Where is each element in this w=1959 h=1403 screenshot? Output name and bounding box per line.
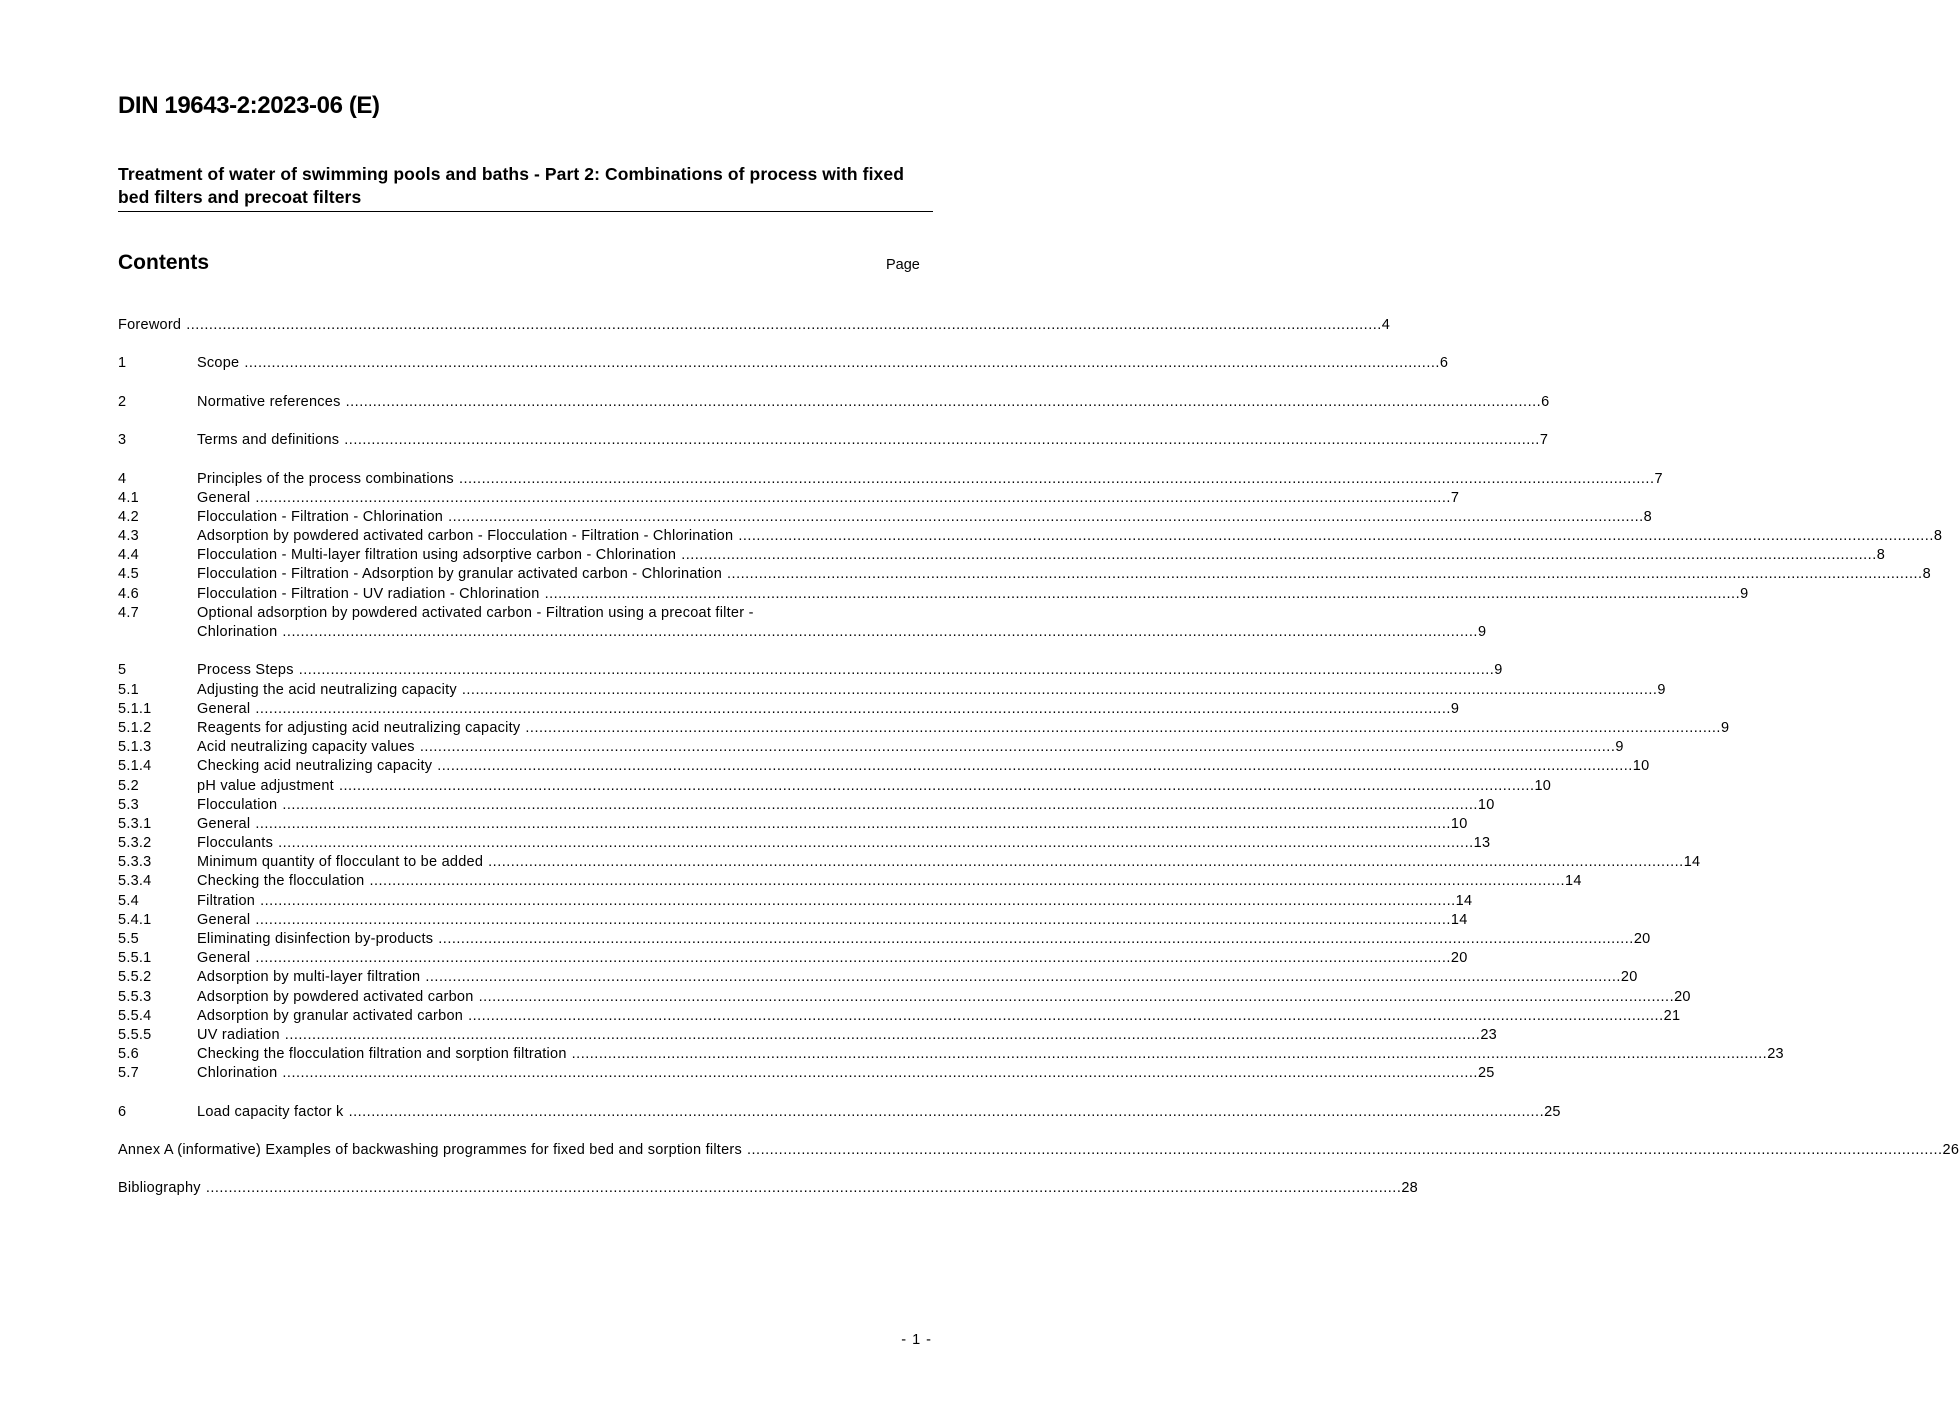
toc-entry-number: 4.5 (118, 566, 139, 583)
toc-entry-annex-a[interactable] (118, 1141, 1959, 1160)
toc-entry-4-5[interactable] (118, 565, 1931, 584)
toc-entry-5-5-5[interactable] (118, 1026, 1497, 1045)
toc-entry-page: 14 (1565, 873, 1582, 890)
toc-leader-dots (420, 738, 1616, 757)
toc-entry-number: 4.1 (118, 489, 139, 506)
toc-entry-page: 10 (1534, 777, 1552, 794)
toc-entry-title: Adjusting the acid neutralizing capacity (197, 681, 457, 698)
toc-entry-number: 5.4.1 (118, 911, 152, 928)
toc-leader-dots (282, 1064, 1478, 1083)
toc-entry-title: Adsorption by multi-layer filtration (197, 969, 421, 986)
toc-entry-number: 5.5.1 (118, 950, 152, 967)
toc-entry-page: 25 (1477, 1065, 1495, 1082)
toc-entry-number: 1 (118, 355, 127, 372)
toc-entry-page: 9 (1477, 624, 1487, 640)
toc-entry-number: 5.3.3 (118, 854, 152, 871)
toc-entry-page: 20 (1674, 988, 1691, 1005)
toc-leader-dots (437, 757, 1633, 776)
toc-leader-dots (278, 834, 1474, 853)
page-column-label: Page (886, 257, 920, 273)
toc-entry-5-1-4[interactable] (118, 757, 1650, 776)
toc-entry-title: Checking acid neutralizing capacity (197, 758, 433, 775)
toc-entry-title: Foreword (118, 317, 182, 333)
toc-leader-dots (479, 988, 1675, 1007)
toc-entry-page: 10 (1632, 758, 1650, 775)
toc-entry-number: 5.7 (118, 1065, 139, 1082)
toc-entry-title: Reagents for adjusting acid neutralizing capacity (197, 719, 521, 736)
toc-leader-dots (260, 892, 1456, 911)
toc-leader-dots (206, 1179, 1402, 1198)
toc-entry-number: 4.3 (118, 528, 139, 545)
toc-entry-number: 5 (118, 662, 127, 679)
toc-leader-dots (255, 911, 1451, 930)
toc-entry-page: 10 (1450, 815, 1468, 832)
toc-entry-5[interactable] (118, 661, 1503, 680)
toc-entry-page: 14 (1683, 854, 1701, 871)
toc-entry-title: Acid neutralizing capacity values (197, 739, 415, 756)
toc-entry-5-5-3[interactable] (118, 988, 1691, 1007)
toc-leader-dots (299, 661, 1495, 680)
toc-leader-dots (459, 470, 1655, 489)
toc-entry-title: Annex A (informative) Examples of backwashing programmes for fixed bed and sorption filters (118, 1142, 742, 1159)
toc-entry-page: 8 (1933, 528, 1943, 545)
toc-entry-title: Checking the flocculation (197, 873, 365, 890)
toc-entry-number: 5.1.1 (118, 700, 152, 717)
toc-entry-number: 5.4 (118, 892, 139, 909)
contents-heading: Contents (118, 251, 209, 274)
toc-entry-title: Flocculation (197, 796, 278, 813)
toc-entry-page: 9 (1494, 662, 1503, 679)
toc-entry-4[interactable] (118, 470, 1663, 489)
toc-entry-title: Normative references (197, 393, 341, 410)
toc-entry-title: Flocculation - Filtration - Adsorption by granular activated carbon - Chlorination (197, 566, 723, 583)
toc-leader-dots (369, 872, 1565, 891)
toc-entry-title: Load capacity factor k (197, 1103, 344, 1120)
toc-entry-4-3[interactable] (118, 527, 1943, 546)
toc-leader-dots (255, 700, 1451, 719)
toc-entry-number: 4.2 (118, 508, 139, 525)
toc-entry-number: 5.3.4 (118, 873, 152, 890)
toc-leader-dots (349, 1103, 1545, 1122)
toc-entry-4-7[interactable] (118, 604, 1487, 642)
toc-entry-number: 5.3 (118, 796, 139, 813)
toc-leader-dots (282, 623, 1478, 642)
toc-entry-number: 5.3.2 (118, 835, 152, 852)
toc-entry-title: Adsorption by powdered activated carbon (197, 988, 474, 1005)
toc-entry-5-3-4[interactable] (118, 872, 1582, 891)
toc-entry-title: pH value adjustment (197, 777, 334, 794)
toc-entry-page: 7 (1539, 432, 1549, 449)
toc-leader-dots (727, 565, 1923, 584)
toc-entry-title-line2: Chlorination (197, 624, 278, 640)
toc-leader-dots (747, 1141, 1943, 1160)
toc-entry-5-1-3[interactable] (118, 738, 1624, 757)
toc-entry-page: 25 (1544, 1103, 1561, 1120)
toc-leader-dots (438, 930, 1634, 949)
toc-entry-bibliography[interactable] (118, 1179, 1418, 1198)
toc-entry-4-1[interactable] (118, 489, 1460, 508)
toc-entry-number: 4.4 (118, 547, 139, 564)
toc-entry-number: 5.1 (118, 681, 139, 698)
toc-entry-5-5-4[interactable] (118, 1007, 1681, 1026)
toc-entry-page: 28 (1401, 1180, 1418, 1197)
toc-entry-5-1-2[interactable] (118, 719, 1730, 738)
toc-entry-number: 5.5 (118, 931, 139, 947)
toc-entry-title: Bibliography (118, 1180, 201, 1197)
toc-entry-number: 5.6 (118, 1046, 139, 1063)
toc-entry-title: General (197, 489, 251, 506)
toc-entry-5-1[interactable] (118, 681, 1666, 700)
toc-leader-dots (738, 527, 1934, 546)
document-id: DIN 19643-2:2023-06 (E) (118, 92, 380, 119)
toc-entry-5-6[interactable] (118, 1045, 1784, 1064)
toc-leader-dots (282, 796, 1478, 815)
toc-entry-number: 5.5.2 (118, 969, 152, 986)
toc-entry-number: 4.7 (118, 604, 139, 621)
toc-entry-title: Adsorption by powdered activated carbon - Flocculation - Filtration - Chlorination (197, 528, 734, 545)
toc-entry-5-4[interactable] (118, 892, 1473, 911)
toc-entry-page: 8 (1922, 566, 1931, 583)
toc-entry-number: 5.2 (118, 777, 139, 794)
toc-entry-title: Scope (197, 355, 240, 372)
toc-entry-page: 20 (1633, 931, 1651, 947)
toc-entry-number: 5.1.3 (118, 739, 152, 756)
toc-leader-dots (448, 508, 1644, 527)
toc-leader-dots (468, 1007, 1664, 1026)
toc-entry-title-line1: Optional adsorption by powdered activated carbon - Filtration using a precoat filter - (197, 604, 754, 621)
toc-entry-title: UV radiation (197, 1026, 280, 1043)
toc-entry-5-4-1[interactable] (118, 911, 1468, 930)
toc-entry-title: Process Steps (197, 662, 294, 679)
toc-leader-dots (425, 968, 1621, 987)
toc-leader-dots (339, 777, 1535, 796)
toc-entry-page: 14 (1455, 892, 1473, 909)
toc-entry-title: General (197, 700, 251, 717)
toc-entry-page: 20 (1450, 950, 1468, 967)
toc-entry-number: 5.5.4 (118, 1007, 152, 1024)
toc-leader-dots (572, 1045, 1768, 1064)
toc-entry-title: Eliminating disinfection by-products (197, 931, 434, 947)
toc-entry-title: General (197, 911, 251, 928)
toc-leader-dots (346, 393, 1542, 412)
toc-entry-title: Flocculation - Multi-layer filtration using adsorptive carbon - Chlorination (197, 547, 677, 564)
toc-entry-title: Flocculation - Filtration - Chlorination (197, 508, 444, 525)
toc-entry-title: Checking the flocculation filtration and sorption filtration (197, 1046, 567, 1063)
toc-entry-title: Flocculants (197, 835, 274, 852)
toc-entry-page: 20 (1620, 969, 1638, 986)
toc-entry-5-3-2[interactable] (118, 834, 1491, 853)
toc-entry-title: General (197, 950, 251, 967)
toc-entry-5-5-2[interactable] (118, 968, 1638, 987)
toc-entry-page: 9 (1615, 739, 1624, 756)
toc-entry-title: Flocculation - Filtration - UV radiation - Chlorination (197, 585, 540, 602)
toc-entry-page: 26 (1942, 1142, 1959, 1159)
toc-entry-5-1-1[interactable] (118, 700, 1460, 719)
toc-leader-dots (255, 489, 1451, 508)
toc-entry-5-5-1[interactable] (118, 949, 1468, 968)
toc-entry-page: 7 (1654, 470, 1663, 487)
toc-entry-title: Terms and definitions (197, 432, 340, 449)
toc-entry-page: 21 (1663, 1007, 1681, 1024)
toc-entry-6[interactable] (118, 1103, 1561, 1122)
toc-entry-page: 7 (1450, 489, 1460, 506)
toc-entry-foreword[interactable] (118, 316, 1391, 335)
toc-entry-page: 23 (1767, 1046, 1784, 1063)
toc-entry-title: Chlorination (197, 1065, 278, 1082)
toc-entry-page: 14 (1450, 911, 1468, 928)
toc-leader-dots (186, 316, 1382, 335)
toc-entry-page: 9 (1450, 700, 1460, 717)
toc-leader-dots (681, 546, 1877, 565)
page-number: - 1 - (901, 1332, 932, 1348)
toc-entry-page: 9 (1657, 681, 1666, 698)
toc-leader-dots (285, 1026, 1481, 1045)
toc-entry-4-6[interactable] (118, 585, 1749, 604)
toc-entry-page: 6 (1541, 393, 1550, 410)
toc-entry-5-3[interactable] (118, 796, 1495, 815)
toc-leader-dots (244, 354, 1440, 373)
toc-entry-title: Minimum quantity of flocculant to be added (197, 854, 484, 871)
toc-entry-3[interactable] (118, 431, 1549, 450)
toc-entry-page: 8 (1643, 508, 1652, 525)
toc-entry-1[interactable] (118, 354, 1449, 373)
toc-entry-5-2[interactable] (118, 777, 1552, 796)
toc-leader-dots (462, 681, 1658, 700)
toc-entry-number: 4 (118, 470, 127, 487)
toc-leader-dots (344, 431, 1540, 450)
toc-entry-number: 5.5.3 (118, 988, 152, 1005)
toc-entry-number: 6 (118, 1103, 127, 1120)
toc-leader-dots (255, 949, 1451, 968)
toc-entry-page: 9 (1740, 585, 1749, 602)
toc-entry-5-7[interactable] (118, 1064, 1495, 1083)
toc-leader-dots (545, 585, 1741, 604)
toc-leader-dots (488, 853, 1684, 872)
toc-entry-title: Adsorption by granular activated carbon (197, 1007, 464, 1024)
document-title: Treatment of water of swimming pools and baths - Part 2: Combinations of process with fixed bed filters and precoat filters (118, 163, 933, 212)
toc-entry-5-5[interactable] (118, 930, 1651, 949)
toc-entry-2[interactable] (118, 393, 1550, 412)
toc-entry-page: 8 (1876, 547, 1886, 564)
toc-leader-dots (525, 719, 1721, 738)
toc-entry-page: 9 (1720, 719, 1730, 736)
toc-entry-title: Principles of the process combinations (197, 470, 454, 487)
toc-entry-4-2[interactable] (118, 508, 1652, 527)
toc-entry-page: 13 (1473, 835, 1491, 852)
toc-entry-number: 5.1.2 (118, 719, 152, 736)
toc-leader-dots (255, 815, 1451, 834)
toc-entry-page: 23 (1480, 1026, 1497, 1043)
toc-entry-number: 4.6 (118, 585, 139, 602)
toc-entry-number: 5.1.4 (118, 758, 152, 775)
toc-entry-number: 3 (118, 432, 127, 449)
toc-entry-5-3-3[interactable] (118, 853, 1701, 872)
toc-entry-title: General (197, 815, 251, 832)
toc-entry-page: 6 (1439, 355, 1449, 372)
toc-entry-number: 5.5.5 (118, 1026, 152, 1043)
toc-entry-5-3-1[interactable] (118, 815, 1468, 834)
table-of-contents (118, 316, 1959, 1199)
toc-entry-number: 5.3.1 (118, 815, 152, 832)
toc-entry-title: Filtration (197, 892, 256, 909)
toc-entry-page: 4 (1381, 317, 1391, 333)
toc-entry-4-4[interactable] (118, 546, 1886, 565)
toc-entry-number: 2 (118, 393, 127, 410)
toc-entry-page: 10 (1477, 796, 1495, 813)
